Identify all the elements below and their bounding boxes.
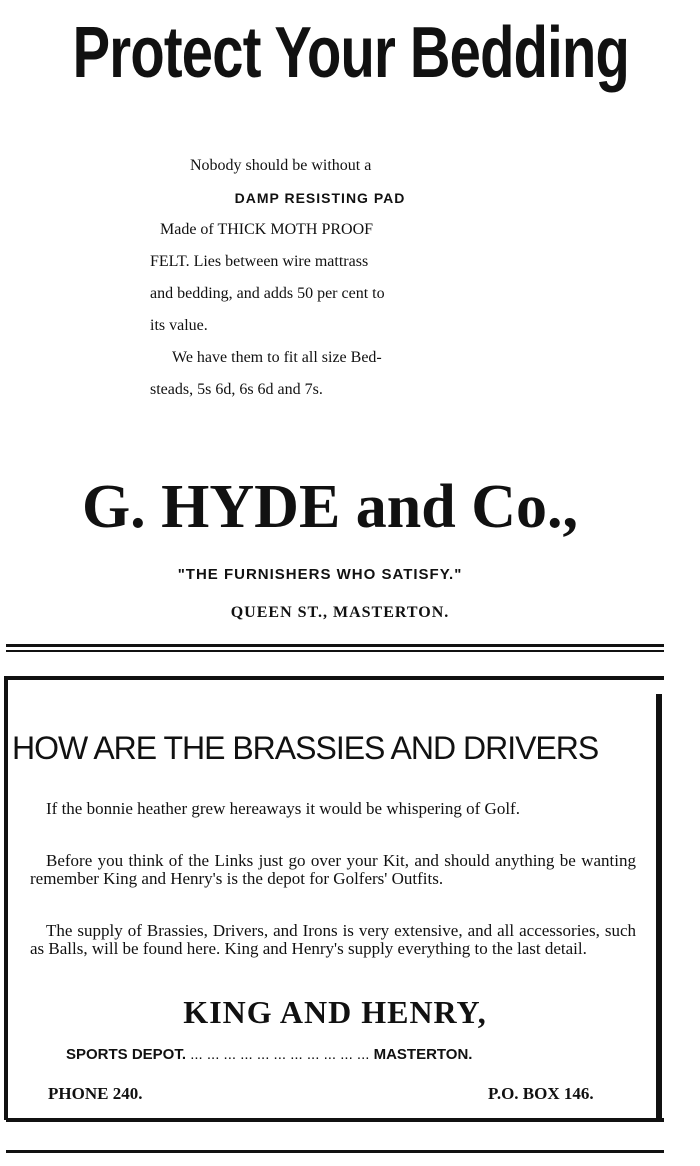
golf-ad-paragraph: Before you think of the Links just go over your Kit, and should anything be wanting remember King and Henry's is the depot for Golfers' Outfits. (30, 851, 636, 888)
depot-row (66, 1046, 602, 1063)
golf-ad-headline: HOW ARE THE BRASSIES AND DRIVERS (12, 730, 599, 766)
body-line-6: its value. (150, 317, 208, 334)
bedding-ad-slogan: "THE FURNISHERS WHO SATISFY." (177, 566, 463, 583)
golf-ad-firm-name: KING AND HENRY, (183, 994, 487, 1030)
body-line-5: and bedding, and adds 50 per cent to (150, 285, 385, 302)
body-line-3: Made of THICK MOTH PROOF (160, 221, 374, 238)
phone-number: PHONE 240. (48, 1084, 143, 1103)
page-bottom-rule (6, 1150, 664, 1153)
golf-ad-border-bottom (6, 1118, 664, 1122)
separator-rule-bottom (6, 650, 664, 652)
body-line-7: We have them to fit all size Bed- (172, 349, 382, 366)
golf-ad-border-left (4, 676, 8, 1120)
bedding-ad-firm-name: G. HYDE and Co., (81, 473, 579, 541)
body-line-2: DAMP RESISTING PAD (234, 190, 406, 206)
body-line-1: Nobody should be without a (190, 157, 372, 174)
golf-ad-paragraph: If the bonnie heather grew hereaways it would be whispering of Golf. (46, 799, 520, 818)
body-line-8: steads, 5s 6d, 6s 6d and 7s. (150, 381, 323, 398)
bedding-ad-body (150, 150, 490, 406)
depot-town: MASTERTON. (373, 1046, 473, 1063)
po-box: P.O. BOX 146. (488, 1084, 594, 1103)
separator-rule-top (6, 644, 664, 647)
golf-ad-border-top (6, 676, 664, 680)
body-line-4: FELT. Lies between wire mattrass (150, 253, 369, 270)
bedding-ad-address: QUEEN ST., MASTERTON. (230, 604, 450, 621)
depot-label: SPORTS DEPOT. (66, 1046, 187, 1063)
golf-ad-paragraph: The supply of Brassies, Drivers, and Irons is very extensive, and all accessories, such as Balls, will be found here. King and Henry's supply everything to the last detail. (30, 921, 636, 958)
leader-dots: ... ... ... ... ... ... ... ... ... ... ... (190, 1046, 370, 1063)
bedding-ad-headline: Protect Your Bedding (72, 13, 630, 93)
